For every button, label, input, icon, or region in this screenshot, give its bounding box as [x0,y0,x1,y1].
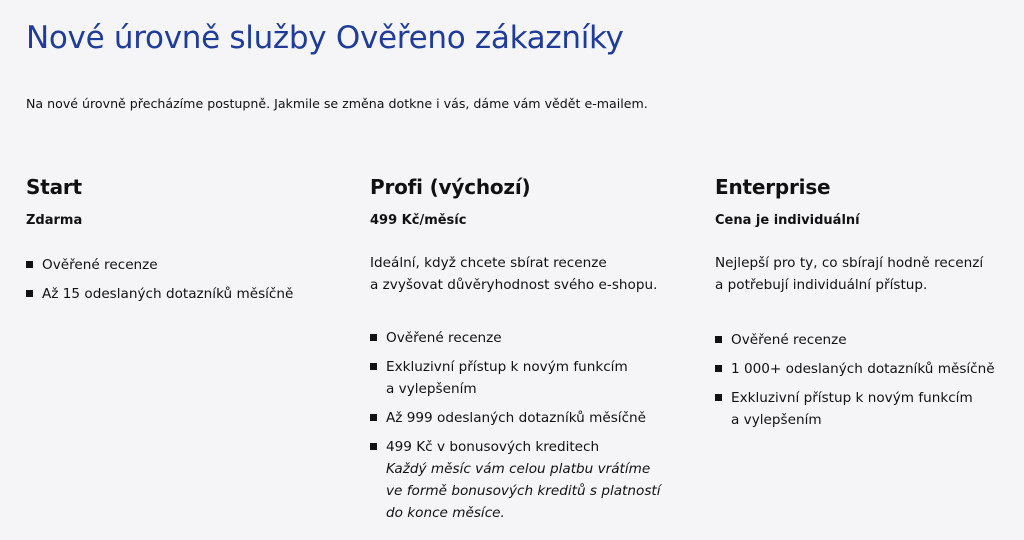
intro-text: Na nové úrovně přecházíme postupně. Jakmile se změna dotkne i vás, dáme vám vědět e-mailem. [26,96,648,111]
feature-list [715,329,1020,431]
plan-description [370,252,675,296]
plan-enterprise [715,173,1020,438]
feature-text: Ověřené recenze [386,330,502,346]
feature-item [370,407,675,429]
plan-start [26,173,331,312]
plan-price: 499 Kč/měsíc [370,213,467,228]
square-bullet-icon [370,363,377,370]
plan-description-line: Ideální, když chcete sbírat recenze [370,255,607,271]
square-bullet-icon [715,394,722,401]
feature-note: do konce měsíce. [386,505,505,521]
feature-item [370,356,675,400]
plan-price: Zdarma [26,213,83,228]
feature-note: ve formě bonusových kreditů s platností [386,483,661,499]
feature-item [26,254,331,276]
plan-description-line: a potřebují individuální přístup. [715,277,928,293]
feature-list [370,327,675,524]
feature-text: Ověřené recenze [42,257,158,273]
feature-text: Až 999 odeslaných dotazníků měsíčně [386,410,647,426]
page-title: Nové úrovně služby Ověřeno zákazníky [26,20,624,56]
feature-text: 1 000+ odeslaných dotazníků měsíčně [731,361,995,377]
square-bullet-icon [370,414,377,421]
square-bullet-icon [715,336,722,343]
feature-text: Exkluzivní přístup k novým funkcím [731,390,973,406]
feature-item [26,283,331,305]
feature-item [370,436,675,524]
feature-text: 499 Kč v bonusových kreditech [386,439,600,455]
feature-item [715,387,1020,431]
feature-text: Ověřené recenze [731,332,847,348]
plan-name: Enterprise [715,175,831,199]
feature-item [715,358,1020,380]
feature-text: Až 15 odeslaných dotazníků měsíčně [42,286,294,302]
square-bullet-icon [370,334,377,341]
feature-text: a vylepšením [386,381,477,397]
feature-text: Exkluzivní přístup k novým funkcím [386,359,628,375]
feature-item [370,327,675,349]
feature-note: Každý měsíc vám celou platbu vrátíme [386,461,651,477]
feature-text: a vylepšením [731,412,822,428]
square-bullet-icon [26,261,33,268]
feature-list [26,254,331,305]
square-bullet-icon [715,365,722,372]
plan-price: Cena je individuální [715,213,860,228]
plan-name: Profi (výchozí) [370,175,531,199]
plan-profi [370,173,675,531]
plan-name: Start [26,175,82,199]
plan-description [715,252,1020,296]
plan-description-line: Nejlepší pro ty, co sbírají hodně recenzí [715,255,984,271]
plan-description-line: a zvyšovat důvěryhodnost svého e-shopu. [370,277,658,293]
square-bullet-icon [26,290,33,297]
feature-item [715,329,1020,351]
square-bullet-icon [370,443,377,450]
